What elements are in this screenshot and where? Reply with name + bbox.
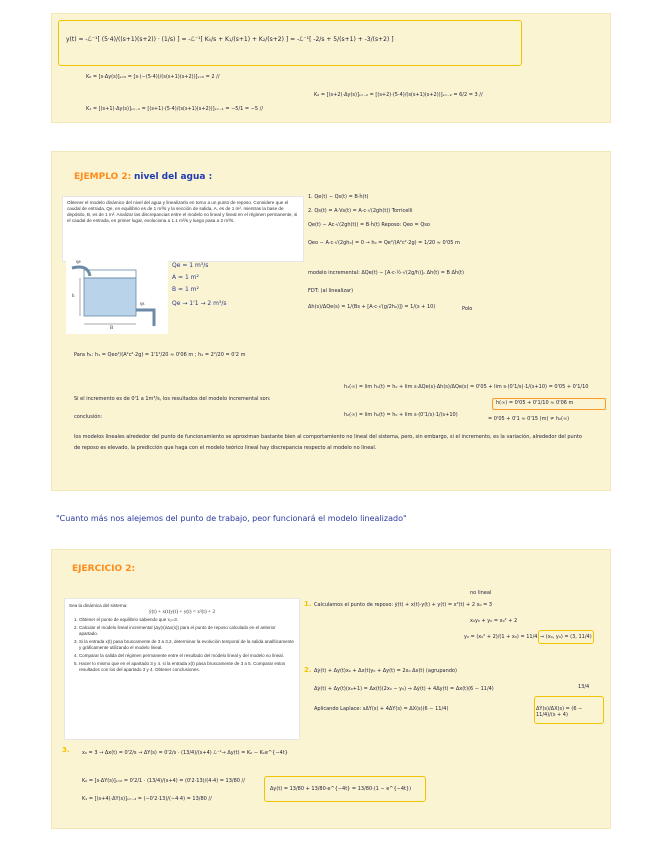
quote: "Cuanto más nos alejemos del punto de trabajo, peor funcionará el modelo linealizado" — [56, 514, 407, 523]
panel-ejemplo2 — [52, 152, 610, 490]
tank-label-b: B — [110, 326, 114, 331]
given-qe-change: Qe → 1'1 → 2 m³/s — [172, 300, 227, 307]
step-4: Qeo − A·c·√(2gh₀) = 0 → h₀ = Qe²/(A²c²·2g) = 1/20 ≈ 0'05 m — [308, 240, 460, 246]
step2-c: Aplicando Laplace: sΔY(s) + 4ΔY(s) = ΔX(s)(6 − 11/4) — [314, 706, 449, 712]
result-box-text-2: = 0'05 + 0'1 ≈ 0'15 (m) ≠ h₂(∞) — [488, 416, 570, 422]
given-b: B = 1 m² — [172, 286, 199, 293]
step2-b: Δẏ(t) + Δy(t)(x₀+1) = Δx(t)(2x₀ − y₀) ⇒ Δẏ(t) + 4Δy(t) = Δx(t)(6 − 11/4) — [314, 686, 494, 692]
k1-expression: K₁ = [(s+1)·Δy(s)]ₛ₌₋₁ = [(s+1)·(5·4)/(s(s+1)(s+2))]ₛ₌₋₁ = −5/1 = −5 // — [86, 106, 264, 112]
k2-expression: K₂ = [(s+2)·Δy(s)]ₛ₌₋₂ = [(s+2)·(5·4)/(s(s+1)(s+2))]ₛ₌₋₂ = 6/2 = 3 // — [314, 92, 483, 98]
result-2: h₂(∞) = lim h₂(t) = h₀ + lim s·(0'1/s)·1/(s+10) — [344, 412, 458, 418]
step3-k0: K₀ = [s·ΔY(s)]ₛ₌₀ = 0'2/1 · (13/4)/(s+4) = (0'2·13)/(4·4) = 13/80 // — [82, 778, 245, 784]
ejemplo2-title: EJEMPLO 2: — [74, 172, 132, 182]
y-expression: y(t) = -ℒ⁻¹[ (5·4)/((s+1)(s+2)) · (1/s) ] = -ℒ⁻¹[ K₀/s + K₁/(s+1) + K₂/(s+2) ] = -ℒ⁻¹[ -2/s + 5/(s+1) + -3/(s+2) ] — [66, 36, 394, 43]
ejercicio2-items — [69, 617, 295, 673]
step3-box-text: Δy(t) = 13/80 + 13/80·e^{−4t} = 13/80·(1 − e^{−4t}) — [270, 786, 412, 792]
tank-diagram — [66, 260, 168, 334]
step-2: 2. Qs(t) = A·Vs(t) = A·c·√(2gh(t)) Torricelli — [308, 208, 413, 214]
increment-text: Si el incremento es de 0'1 a 1m³/s, los resultados del modelo incremental son: — [74, 396, 271, 402]
step1-text: Calculamos el punto de reposo: ẏ(t) + x(t)·y(t) + y(t) = x²(t) + 2 x₀ = 3 — [314, 602, 493, 608]
ejemplo2-subtitle: nivel del agua : — [134, 172, 213, 182]
tank-label-qs: qs — [140, 302, 145, 307]
result-box-text: h(∞) = 0'05 + 0'1/10 ≈ 0'06 m — [496, 400, 574, 406]
tank-label-qe: qe — [76, 260, 81, 265]
ejemplo2-statement — [62, 196, 304, 262]
item-3: 3. Si la entrada x(t) pasa bruscamente de 3 a 3.2, determinar la evolución temporal de la salida analíticamente y gráficamente utilizando el modelo lineal. — [79, 639, 295, 651]
step1-b: x₀y₀ + y₀ = x₀² + 2 — [470, 618, 518, 624]
step1-box-text: ⇒ (x₀, y₀) = (3, 11/4) — [540, 634, 592, 640]
tank-label-h: h — [72, 294, 75, 299]
step3-text: x₀ = 3 → Δx(t) = 0'2/s → ΔY(s) = 0'2/s · (13/4)/(s+4) ℒ⁻¹→ Δy(t) = K₀ − K₁e^{−4t} — [82, 750, 288, 756]
ejemplo2-statement-text: Obtener el modelo dinámico del nivel del agua y linealizarlo en torno a un punto de reposo. Considere que el caudal de entrada, Qe, en equilibrio es de 1 m³/s y la sección de salida, A, es de 1 m², mientras la base de depósito, B, es de 1 m². Analizar las discrepancias entre el modelo no lineal y lineal en el régimen permanente, si el caudal de entrada, en primer lugar, evoluciona a 1.1 m³/s y luego pasa a 2 m³/s. — [67, 200, 298, 223]
step-6: FDT: (al linealizar) — [308, 288, 354, 294]
step2-box-text: ΔY(s)/ΔX(s) = (6 − 11/4)/(s + 4) — [536, 706, 583, 718]
conclusion-label: conclusión: — [74, 414, 103, 420]
item-4: 4. Comparar la salida del régimen permanente entre el resultado del modelo lineal y del modelo no lineal. — [79, 653, 295, 659]
item-2: 2. Calcular el modelo lineal incremental (Δy(s)/Δx(s)) para el punto de reposo calculado en el anterior apartado. — [79, 625, 295, 637]
item-1: 1. Obtener el punto de equilibrio sabiendo que x₀=3. — [79, 617, 295, 623]
step2-text: Δẏ(t) + Δy(t)x₀ + Δx(t)y₀ + Δy(t) = 2x₀ Δx(t) (agrupando) — [314, 668, 457, 674]
step1-c: y₀ = (x₀² + 2)/(1 + x₀) = 11/4 — [464, 634, 538, 640]
panel-ejercicio2 — [52, 550, 610, 828]
step1-label: 1. — [304, 600, 312, 608]
step3-k1: K₁ = [(s+4)·ΔY(s)]ₛ₌₋₄ = (−0'2·13)/(−4·4) = 13/80 // — [82, 796, 212, 802]
ejercicio2-statement — [64, 598, 300, 740]
step-3: Qe(t) − Ac·√(2gh(t)) = B·ḣ(t) Reposo: Qeo = Qso — [308, 222, 430, 228]
step-1: 1. Qe(t) − Qs(t) = B·ḣ(t) — [308, 194, 369, 200]
given-a: A = 1 m² — [172, 274, 199, 281]
step2-box-note: 13/4 — [578, 684, 590, 690]
step3-label: 3. — [62, 746, 70, 754]
para-h: Para h₁: h₁ = Qeo²/(A²c²·2g) = 1'1²/20 ≈ 0'06 m ; h₂ = 2²/20 = 0'2 m — [74, 352, 246, 358]
given-qe: Qe = 1 m³/s — [172, 262, 209, 269]
k0-expression: K₀ = [s·Δy(s)]ₛ₌₀ = [s·(−(5·4))/(s(s+1)(s+2))]ₛ₌₀ = 2 // — [86, 74, 220, 80]
conclusion-text: los modelos lineales alrededor del punto de funcionamiento se aproximan bastante bien al comportamiento no lineal del sistema, pero, sin embargo, si el incremento, es la variación, alrededor del punto de reposo es elevado, la predicción que haga con el modelo teórico lineal hay discrepancia respecto al modelo no lineal. — [74, 434, 582, 451]
ejercicio2-intro: Sea la dinámica del sistema: — [69, 603, 128, 608]
panel-top — [52, 14, 610, 122]
step2-label: 2. — [304, 666, 312, 674]
step1-note: no lineal — [470, 590, 492, 596]
item-5: 5. Hacer lo mismo que en el apartado 3 y 4. si la entrada x(t) pasa bruscamente de 3 a 5. Comparar estos resultados con los del apartado 3 y 4. Obtener conclusiones. — [79, 661, 295, 673]
step-8-polo: Polo — [462, 306, 473, 312]
ejercicio2-equation: ẏ(t) + x(t)y(t) + y(t) = x²(t) + 2 — [148, 609, 216, 615]
y-expression-box — [58, 20, 522, 66]
ejercicio2-title: EJERCICIO 2: — [72, 564, 136, 574]
step-7: Δh(s)/ΔQe(s) = 1/(Bs + [A·c·√(g/2h₀)]) = 1/(s + 10) — [308, 304, 436, 310]
step-5: modelo incremental: ΔQe(t) − [A·c·½·√(2g/h)]ₒ Δh(t) = B Δḣ(t) — [308, 270, 464, 276]
result-1: h₁(∞) = lim h₁(t) = h₀ + lim s·ΔQe(s)·Δh(s)/ΔQe(s) = 0'05 + lim s·(0'1/s)·1/(s+10) = 0'05 + 0'1/10 — [344, 384, 589, 390]
